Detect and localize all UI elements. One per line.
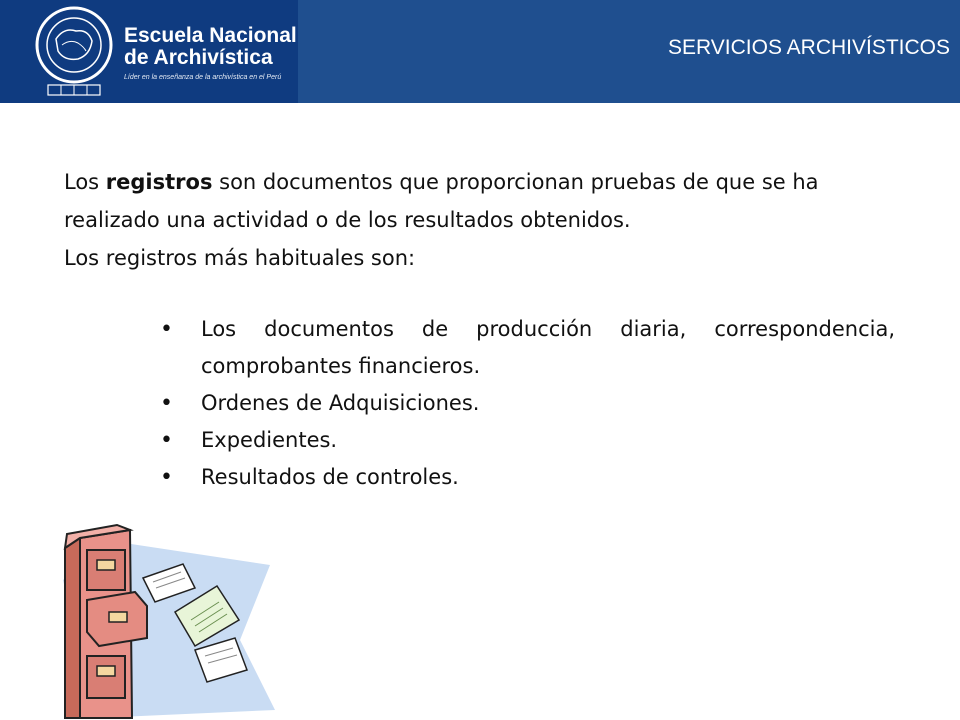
list-item-text: Resultados de controles.: [201, 465, 459, 489]
list-item: [160, 385, 895, 422]
logo-title-line2: de Archivística: [124, 46, 273, 69]
bullet-icon: •: [160, 465, 173, 490]
bullet-icon: •: [160, 428, 173, 453]
intro-text-start: Los: [64, 170, 106, 194]
list-item: [160, 311, 895, 385]
intro-text-rest: son documentos que proporcionan pruebas de que se ha realizado una actividad o de los resultados obtenidos.: [64, 170, 819, 232]
bullet-icon: •: [160, 391, 173, 416]
intro-paragraph: [64, 163, 894, 277]
section-title: SERVICIOS ARCHIVÍSTICOS: [667, 36, 950, 59]
filing-cabinet-icon: [35, 520, 280, 720]
school-logo[interactable]: [0, 0, 298, 103]
list-item-text: Expedientes.: [201, 428, 338, 452]
bullet-icon: •: [160, 317, 173, 342]
header-banner: [0, 0, 960, 103]
logo-title-line1: Escuela Nacional: [124, 24, 297, 47]
records-list: [160, 311, 895, 496]
list-item: [160, 422, 895, 459]
list-item-text: Los documentos de producción diaria, correspondencia, comprobantes financieros.: [201, 317, 895, 378]
list-item-text: Ordenes de Adquisiciones.: [201, 391, 480, 415]
intro-lead-in: Los registros más habituales son:: [64, 246, 416, 270]
intro-bold-term: registros: [105, 170, 213, 194]
list-item: [160, 459, 895, 496]
seal-icon: [34, 5, 114, 97]
logo-tagline: Líder en la enseñanza de la archivística en el Perú: [124, 74, 282, 81]
